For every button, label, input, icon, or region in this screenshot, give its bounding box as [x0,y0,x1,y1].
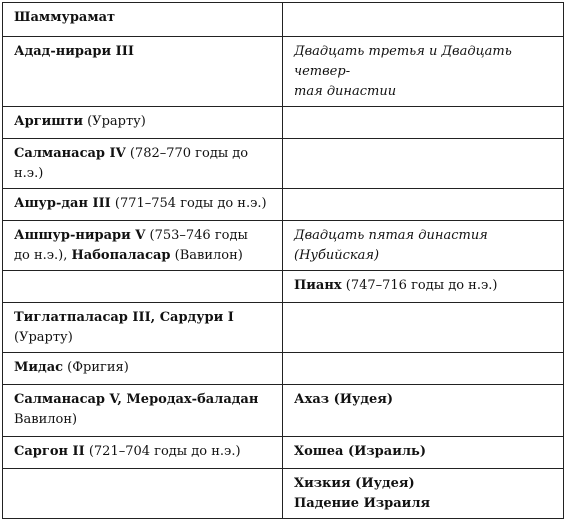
left-cell [3,221,283,271]
bold-name-text: Аргишти [14,114,83,129]
bold-name-text: Падение Израиля [294,496,431,511]
plain-text: (Фригия) [63,360,129,375]
bold-name-text: Набопаласар [71,248,171,263]
left-cell [3,37,283,107]
plain-text: (771–754 годы до н.э.) [110,196,267,211]
plain-text: Вавилон) [14,412,78,427]
table-row [3,107,564,139]
right-cell [283,303,564,353]
plain-text: (Урарту) [82,114,146,129]
right-cell [283,3,564,37]
plain-text: до н.э.), [14,248,72,263]
italic-note-text: Двадцать третья и Двадцать четвер- [294,44,512,79]
plain-text: (747–716 годы до н.э.) [341,278,498,293]
bold-name-text: Ашур-дан III [14,196,111,211]
right-cell [283,353,564,385]
right-cell [283,37,564,107]
left-cell [3,353,283,385]
left-cell [3,107,283,139]
table-row [3,303,564,353]
table-row [3,189,564,221]
plain-text: (721–704 годы до н.э.) [84,444,241,459]
bold-name-text: Хизкия (Иудея) [294,476,415,491]
left-cell [3,139,283,189]
italic-note-text: тая династии [294,84,397,99]
right-cell [283,139,564,189]
bold-name-text: Салманасар IV [14,146,126,161]
right-cell [283,221,564,271]
plain-text: (753–746 годы [145,228,248,243]
left-cell [3,385,283,437]
table-row [3,437,564,469]
right-cell [283,437,564,469]
italic-note-text: (Нубийская) [294,248,380,263]
left-cell [3,303,283,353]
bold-name-text: Хошеа (Израиль) [294,444,426,459]
plain-text: (Вавилон) [170,248,243,263]
table-row [3,221,564,271]
chronology-table [2,2,564,519]
table-row [3,37,564,107]
italic-note-text: Двадцать пятая династия [294,228,488,243]
bold-name-text: Пианх [294,278,342,293]
right-cell [283,271,564,303]
left-cell [3,3,283,37]
right-cell [283,107,564,139]
table-row [3,469,564,519]
left-cell [3,437,283,469]
left-cell [3,189,283,221]
right-cell [283,189,564,221]
table-row [3,139,564,189]
right-cell [283,469,564,519]
bold-name-text: Шаммурамат [14,10,116,25]
right-cell [283,385,564,437]
plain-text: (782–770 годы до н.э.) [14,146,249,181]
bold-name-text: Ахаз (Иудея) [294,392,394,407]
bold-name-text: Тиглатпаласар III, Сардури I [14,310,234,325]
bold-name-text: Саргон II [14,444,85,459]
bold-name-text: Мидас [14,360,64,375]
table-row [3,271,564,303]
table-row [3,385,564,437]
plain-text: (Урарту) [14,330,73,345]
left-cell [3,271,283,303]
left-cell [3,469,283,519]
table-row [3,353,564,385]
bold-name-text: Салманасар V, Меродах-баладан [14,392,259,407]
bold-name-text: Ашшур-нирари V [14,228,146,243]
bold-name-text: Адад-нирари III [14,44,134,59]
table-row [3,3,564,37]
